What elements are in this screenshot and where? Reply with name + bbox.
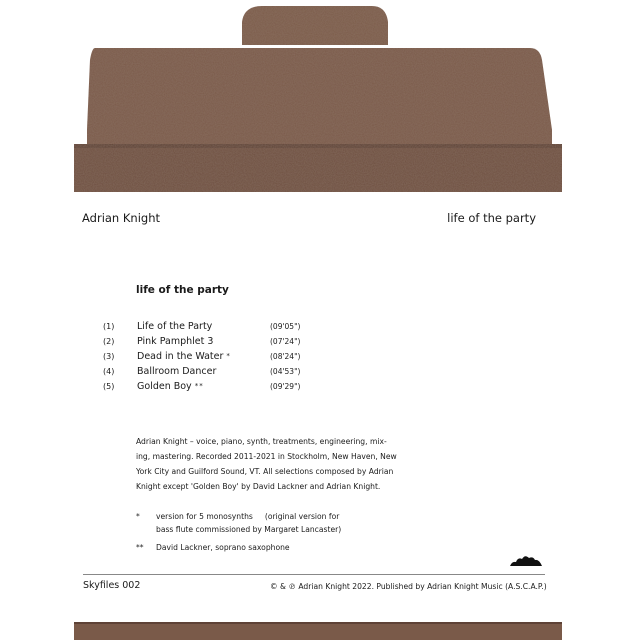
track-title	[137, 351, 231, 362]
credits-line: Adrian Knight – voice, piano, synth, treatments, engineering, mix-	[136, 437, 387, 446]
track-title	[137, 321, 215, 332]
track-title	[137, 381, 204, 392]
catalog-number: Skyfiles 002	[83, 580, 141, 591]
tracklist-heading: life of the party	[136, 284, 229, 296]
footer-divider	[83, 574, 545, 575]
track-title	[137, 336, 216, 347]
track-title-text: Life of the Party	[137, 321, 213, 332]
track-row	[0, 366, 640, 381]
cloud-logo-icon	[510, 553, 542, 567]
footnote-double-text: David Lackner, soprano saxophone	[156, 543, 290, 552]
footnote-single-line1: version for 5 monosynths (original version for	[156, 512, 340, 521]
album-title: life of the party	[447, 211, 536, 225]
track-number: (4)	[103, 367, 115, 376]
track-duration: (09'29")	[270, 382, 301, 391]
track-number: (5)	[103, 382, 115, 391]
artist-name: Adrian Knight	[82, 211, 161, 225]
track-number: (2)	[103, 337, 115, 346]
credits-line: ing, mastering. Recorded 2011-2021 in Stockholm, New Haven, New	[136, 452, 397, 461]
track-row	[0, 351, 640, 366]
credits-line: Knight except 'Golden Boy' by David Lackner and Adrian Knight.	[136, 482, 381, 491]
track-duration: (09'05")	[270, 322, 301, 331]
credits-line: York City and Guilford Sound, VT. All selections composed by Adrian	[136, 467, 394, 476]
cardboard-sleeve-top	[0, 0, 640, 192]
track-row	[0, 321, 640, 336]
track-title-text: Pink Pamphlet 3	[137, 336, 214, 347]
track-mark: *	[226, 352, 231, 360]
track-number: (3)	[103, 352, 115, 361]
footnote-double-mark: **	[136, 543, 144, 552]
track-title-text: Golden Boy	[137, 381, 192, 392]
footnote-single-line2: bass flute commissioned by Margaret Lancaster)	[156, 525, 342, 534]
track-title	[137, 366, 219, 377]
track-duration: (08'24")	[270, 352, 301, 361]
track-duration: (07'24")	[270, 337, 301, 346]
track-title-text: Ballroom Dancer	[137, 366, 217, 377]
credits-paragraph	[136, 434, 426, 494]
track-mark: **	[194, 382, 204, 390]
footnote-single-mark: *	[136, 512, 140, 521]
track-title-text: Dead in the Water	[137, 351, 224, 362]
cardboard-sleeve-bottom	[0, 622, 640, 640]
track-row	[0, 381, 640, 396]
track-row	[0, 336, 640, 351]
copyright-notice: © & ℗ Adrian Knight 2022. Published by Adrian Knight Music (A.S.C.A.P.)	[270, 582, 547, 591]
track-duration: (04'53")	[270, 367, 301, 376]
track-number: (1)	[103, 322, 115, 331]
